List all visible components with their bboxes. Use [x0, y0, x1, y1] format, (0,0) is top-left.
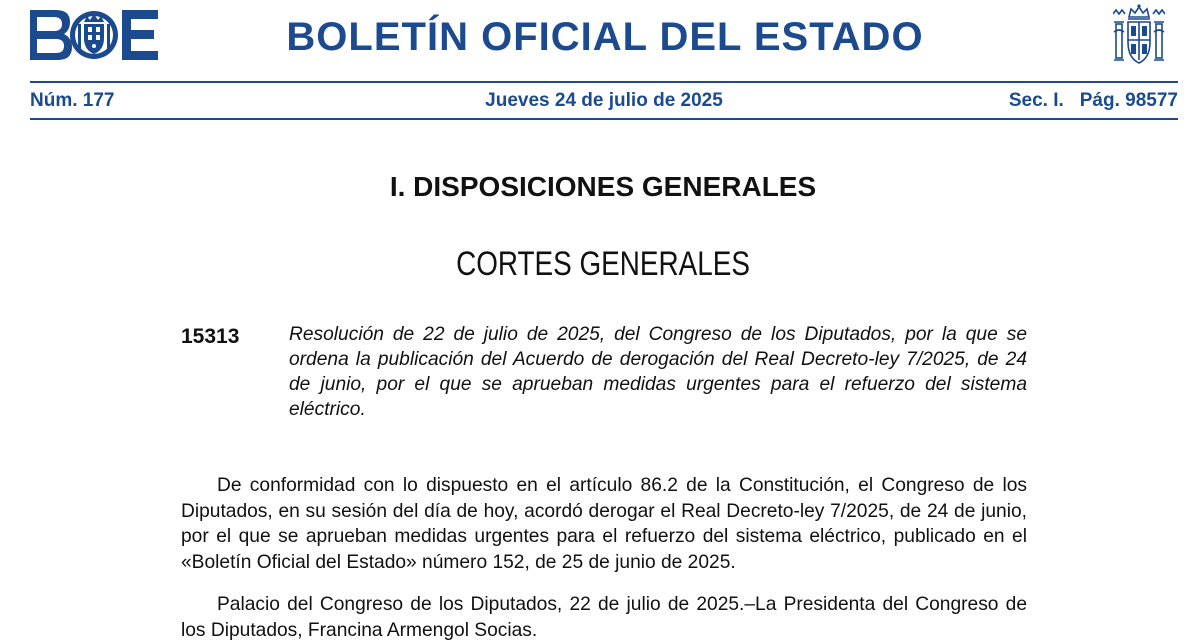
- organization-heading: CORTES GENERALES: [456, 245, 750, 283]
- bulletin-title: BOLETÍN OFICIAL DEL ESTADO: [286, 15, 924, 59]
- spain-coat-of-arms-icon: [1113, 4, 1165, 66]
- document-number: 15313: [181, 325, 240, 348]
- section-label: Sec. I.: [1008, 90, 1064, 111]
- issue-number: Núm. 177: [30, 90, 115, 111]
- section-heading: I. DISPOSICIONES GENERALES: [389, 171, 817, 202]
- boe-logo: [30, 10, 158, 60]
- header-rule-bottom: [30, 118, 1178, 120]
- header-rule-top: [30, 81, 1178, 83]
- body-paragraph: De conformidad con lo dispuesto en el artículo 86.2 de la Constitución, el Congreso de los Diputados, en su sesión del día de hoy, acordó derogar el Real Decreto-ley 7/2025, de 24 de junio, por el que se aprueban medidas urgentes para el refuerzo del sistema eléctrico, publicado en el «Boletín Oficial del Estado» número 152, de 25 de junio de 2025.: [181, 475, 1027, 573]
- document-summary: Resolución de 22 de julio de 2025, del Congreso de los Diputados, por la que se ordena la publicación del Acuerdo de derogación del Real Decreto-ley 7/2025, de 24 de junio, por el que se aprueban medidas urgentes para el refuerzo del sistema eléctrico.: [289, 324, 1027, 420]
- section-page: [1009, 90, 1178, 112]
- signature-paragraph: Palacio del Congreso de los Diputados, 22 de julio de 2025.–La Presidenta del Congreso de los Diputados, Francina Armengol Socias.: [181, 594, 1027, 641]
- page-number: Pág. 98577: [1079, 90, 1178, 111]
- issue-date: Jueves 24 de julio de 2025: [485, 90, 723, 111]
